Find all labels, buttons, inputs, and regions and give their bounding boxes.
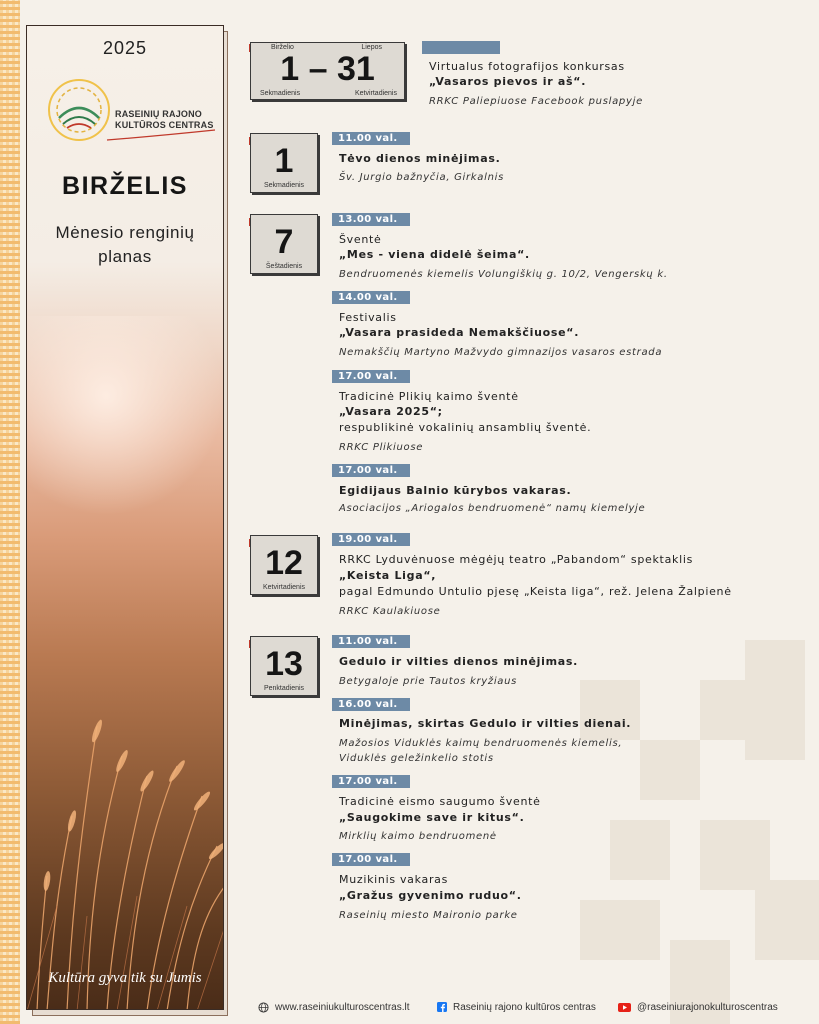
- globe-icon: [258, 1002, 269, 1013]
- grass-field-image: [27, 526, 224, 1010]
- subtitle-line-2: planas: [98, 247, 152, 266]
- day-number: 1: [274, 142, 294, 180]
- event-time: 19.00 val.: [332, 533, 410, 546]
- day-weekday: Penktadienis: [263, 685, 305, 692]
- date-range-box: [250, 42, 405, 100]
- event-place: Viduklės geležinkelio stotis: [339, 753, 494, 764]
- year-label: 2025: [102, 38, 148, 58]
- youtube-link[interactable]: @raseiniurajonokulturoscentras: [637, 1002, 778, 1013]
- range-to-day: Ketvirtadienis: [354, 90, 397, 97]
- range-from-month: Birželio: [271, 44, 294, 51]
- event-type: Tradicinė eismo saugumo šventė: [339, 795, 541, 808]
- day-number: 13: [265, 645, 303, 683]
- facebook-link[interactable]: Raseinių rajono kultūros centras: [453, 1002, 596, 1013]
- logo-line-1: RASEINIŲ RAJONO: [115, 109, 203, 119]
- day-weekday: Šeštadienis: [265, 263, 303, 270]
- event-title: Egidijaus Balnio kūrybos vakaras.: [339, 484, 572, 497]
- event-place: Betygaloje prie Tautos kryžiaus: [339, 676, 518, 687]
- event-time: 11.00 val.: [332, 635, 410, 648]
- range-value: 1 – 31: [280, 50, 375, 88]
- day-number: 12: [265, 544, 303, 582]
- event-time: 17.00 val.: [332, 775, 410, 788]
- day-weekday: Sekmadienis: [263, 182, 305, 189]
- sun-haze: [27, 316, 224, 516]
- footer-youtube[interactable]: [618, 1002, 778, 1013]
- day-box-1: [250, 133, 318, 193]
- background-motif: [580, 640, 819, 1024]
- event-place: Mirklių kaimo bendruomenė: [339, 831, 497, 842]
- facebook-icon: [437, 1002, 447, 1012]
- event-type: Tradicinė Plikių kaimo šventė: [339, 390, 519, 403]
- event-title: „Saugokime save ir kitus“.: [339, 811, 525, 824]
- youtube-icon: [618, 1003, 631, 1012]
- range-event-line-1: Virtualus fotografijos konkursas: [429, 60, 625, 73]
- event-title: „Keista Liga“,: [339, 569, 437, 582]
- event-title: „Vasara 2025“;: [339, 405, 443, 418]
- subtitle: [27, 221, 223, 269]
- range-event-place: RRKC Paliepiuose Facebook puslapyje: [429, 96, 643, 107]
- day-box-12: [250, 535, 318, 595]
- day-number: 7: [274, 223, 294, 261]
- event-type: Muzikinis vakaras: [339, 873, 449, 886]
- footer-facebook[interactable]: [437, 1002, 596, 1013]
- event-place: Šv. Jurgio bažnyčia, Girkalnis: [339, 172, 505, 183]
- slogan: Kultūra gyva tik su Jumis: [48, 970, 202, 986]
- range-event-title: „Vasaros pievos ir aš“.: [429, 75, 587, 88]
- event-title: Tėvo dienos minėjimas.: [339, 152, 501, 165]
- event-place: Raseinių miesto Maironio parke: [339, 910, 518, 921]
- day-box-13: [250, 636, 318, 696]
- event-time: 11.00 val.: [332, 132, 410, 145]
- poster-panel: [26, 25, 224, 1010]
- event-title: Minėjimas, skirtas Gedulo ir vilties dienai.: [339, 717, 632, 730]
- event-place: Asociacijos „Ariogalos bendruomenė“ namų kiemelyje: [339, 503, 646, 514]
- event-time: 17.00 val.: [332, 464, 410, 477]
- event-place: RRKC Kaulakiuose: [339, 606, 441, 617]
- event-title: „Mes - viena didelė šeima“.: [339, 248, 530, 261]
- event-time: 17.00 val.: [332, 370, 410, 383]
- month-title: BIRŽELIS: [62, 172, 188, 200]
- event-title: Gedulo ir vilties dienos minėjimas.: [339, 655, 578, 668]
- event-time: 14.00 val.: [332, 291, 410, 304]
- website-link[interactable]: www.raseiniukulturoscentras.lt: [275, 1002, 410, 1014]
- subtitle-line-1: Mėnesio renginių: [55, 223, 195, 242]
- event-time: 13.00 val.: [332, 213, 410, 226]
- event-time: 17.00 val.: [332, 853, 410, 866]
- range-from-day: Sekmadienis: [260, 90, 301, 97]
- range-to-month: Liepos: [361, 44, 382, 51]
- event-title: „Gražus gyvenimo ruduo“.: [339, 889, 522, 902]
- event-type: Šventė: [339, 233, 382, 246]
- logo-line-2: KULTŪROS CENTRAS: [115, 120, 214, 130]
- logo-text: [115, 109, 214, 131]
- event-place: RRKC Plikiuose: [339, 442, 424, 453]
- event-place: Nemakščių Martyno Mažvydo gimnazijos vasaros estrada: [339, 347, 663, 358]
- event-title: „Vasara prasideda Nemakščiuose“.: [339, 326, 580, 339]
- day-weekday: Ketvirtadienis: [262, 584, 306, 591]
- footer-website[interactable]: [258, 1002, 410, 1013]
- event-type: RRKC Lyduvėnuose mėgėjų teatro „Pabandom“ spektaklis: [339, 553, 694, 566]
- event-place: Bendruomenės kiemelis Volungiškių g. 10/2, Vengerskų k.: [339, 269, 668, 280]
- range-tag: [422, 41, 500, 54]
- event-type: Festivalis: [339, 311, 397, 324]
- event-time: 16.00 val.: [332, 698, 410, 711]
- event-subtitle: pagal Edmundo Untulio pjesę „Keista liga“, rež. Jelena Žalpienė: [339, 585, 732, 598]
- event-place: Mažosios Viduklės kaimų bendruomenės kiemelis,: [339, 738, 623, 749]
- day-box-7: [250, 214, 318, 274]
- woven-border-decoration: [0, 0, 20, 1024]
- event-subtitle: respublikinė vokalinių ansamblių šventė.: [339, 421, 592, 434]
